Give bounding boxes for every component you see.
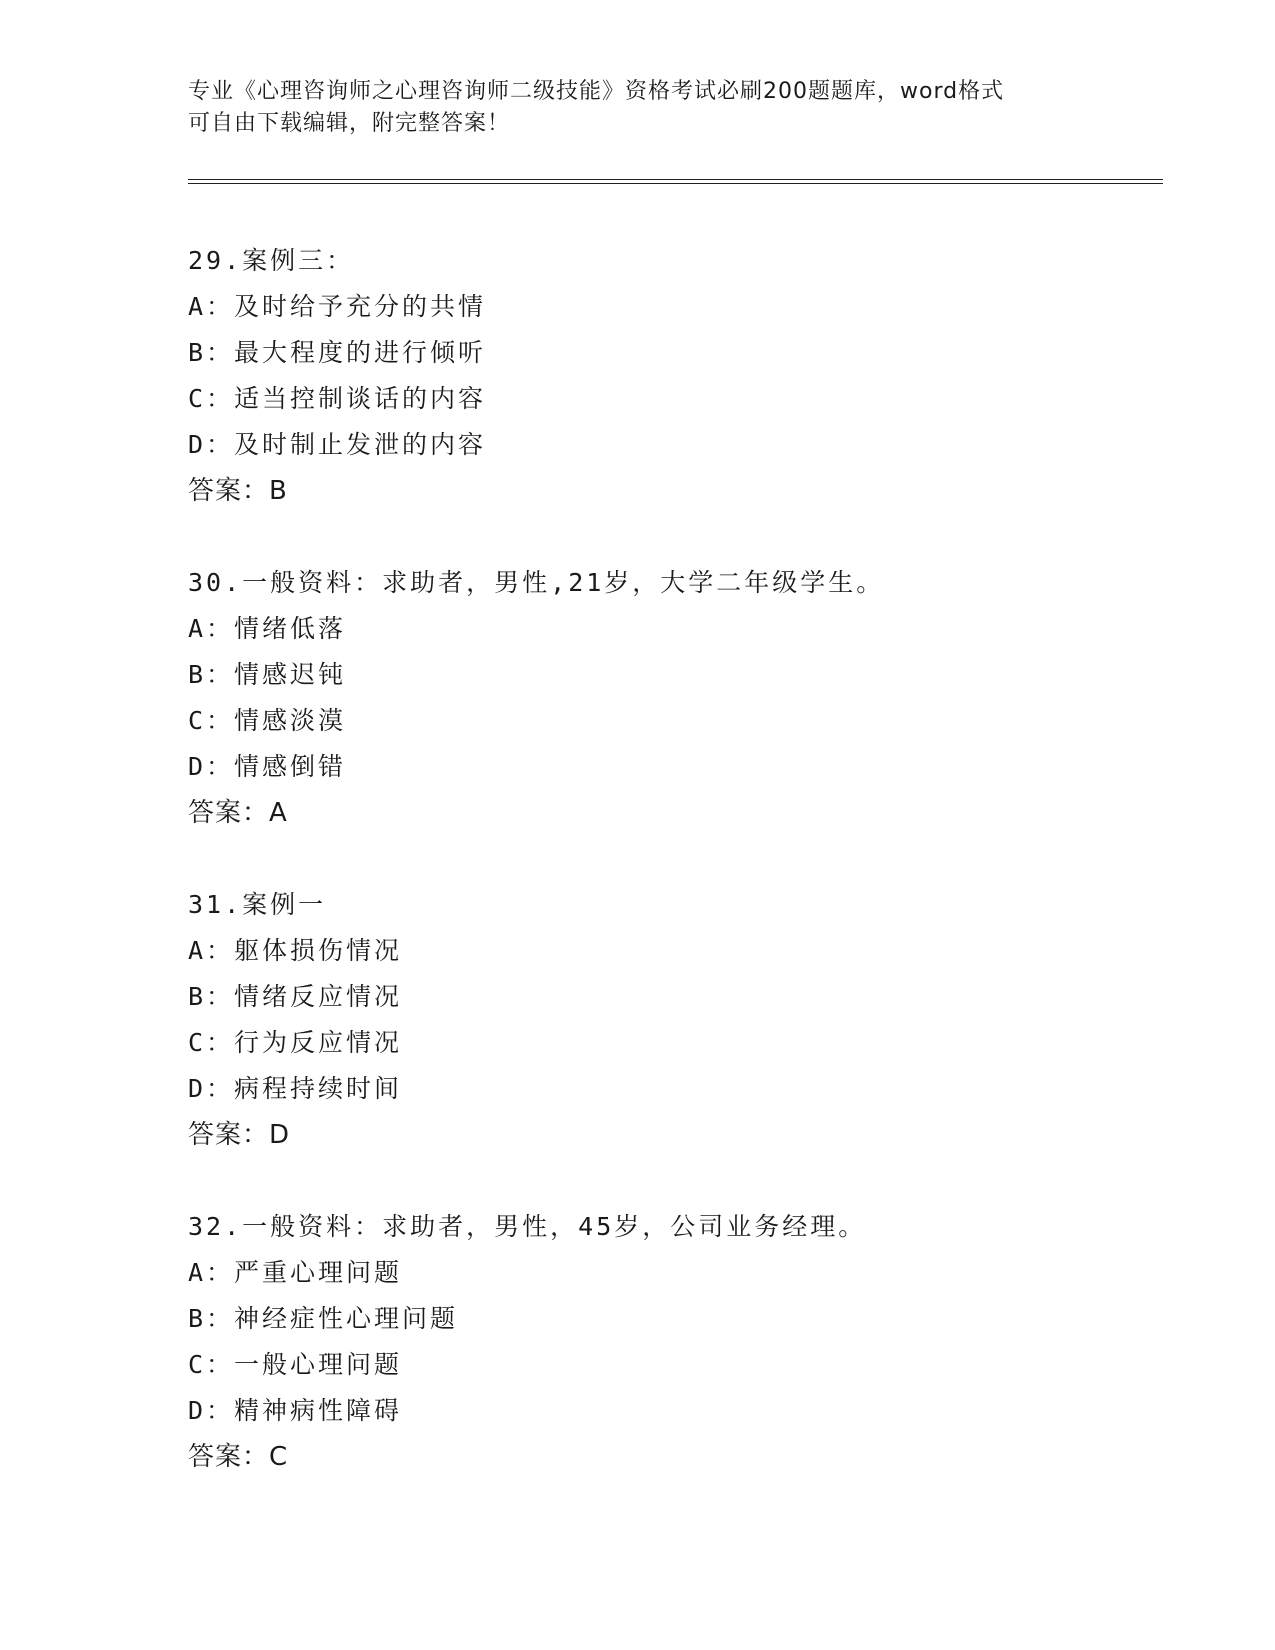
option-d: D：病程持续时间	[188, 1074, 403, 1103]
answer: 答案：D	[188, 1120, 291, 1150]
option-b: B：神经症性心理问题	[188, 1304, 459, 1333]
option-b: B：情绪反应情况	[188, 982, 403, 1011]
question-list	[188, 238, 1168, 1526]
question-31	[188, 882, 1168, 1158]
option-a: A：躯体损伤情况	[188, 936, 403, 965]
option-b: B：情感迟钝	[188, 660, 347, 689]
option-a: A：情绪低落	[188, 614, 347, 643]
option-c: C：适当控制谈话的内容	[188, 384, 487, 413]
header-line-1: 专业《心理咨询师之心理咨询师二级技能》资格考试必刷200题题库，word格式	[188, 79, 1005, 104]
option-a: A：严重心理问题	[188, 1258, 403, 1287]
question-stem: 32.一般资料：求助者，男性，45岁，公司业务经理。	[188, 1212, 867, 1241]
header-divider-bottom	[188, 183, 1163, 184]
answer: 答案：C	[188, 1442, 289, 1472]
option-b: B：最大程度的进行倾听	[188, 338, 487, 367]
question-30	[188, 560, 1168, 836]
option-c: C：情感淡漠	[188, 706, 347, 735]
header-divider-top	[188, 179, 1163, 180]
answer: 答案：A	[188, 798, 288, 828]
option-d: D：精神病性障碍	[188, 1396, 403, 1425]
document-header	[188, 76, 1088, 140]
question-29	[188, 238, 1168, 514]
option-d: D：及时制止发泄的内容	[188, 430, 487, 459]
option-c: C：一般心理问题	[188, 1350, 403, 1379]
question-stem: 31.案例一	[188, 890, 327, 919]
header-line-2: 可自由下载编辑，附完整答案！	[188, 111, 511, 136]
answer: 答案：B	[188, 476, 288, 506]
question-stem: 29.案例三：	[188, 246, 355, 275]
option-a: A：及时给予充分的共情	[188, 292, 487, 321]
option-d: D：情感倒错	[188, 752, 347, 781]
question-stem: 30.一般资料：求助者，男性,21岁，大学二年级学生。	[188, 568, 885, 597]
option-c: C：行为反应情况	[188, 1028, 403, 1057]
question-32	[188, 1204, 1168, 1480]
